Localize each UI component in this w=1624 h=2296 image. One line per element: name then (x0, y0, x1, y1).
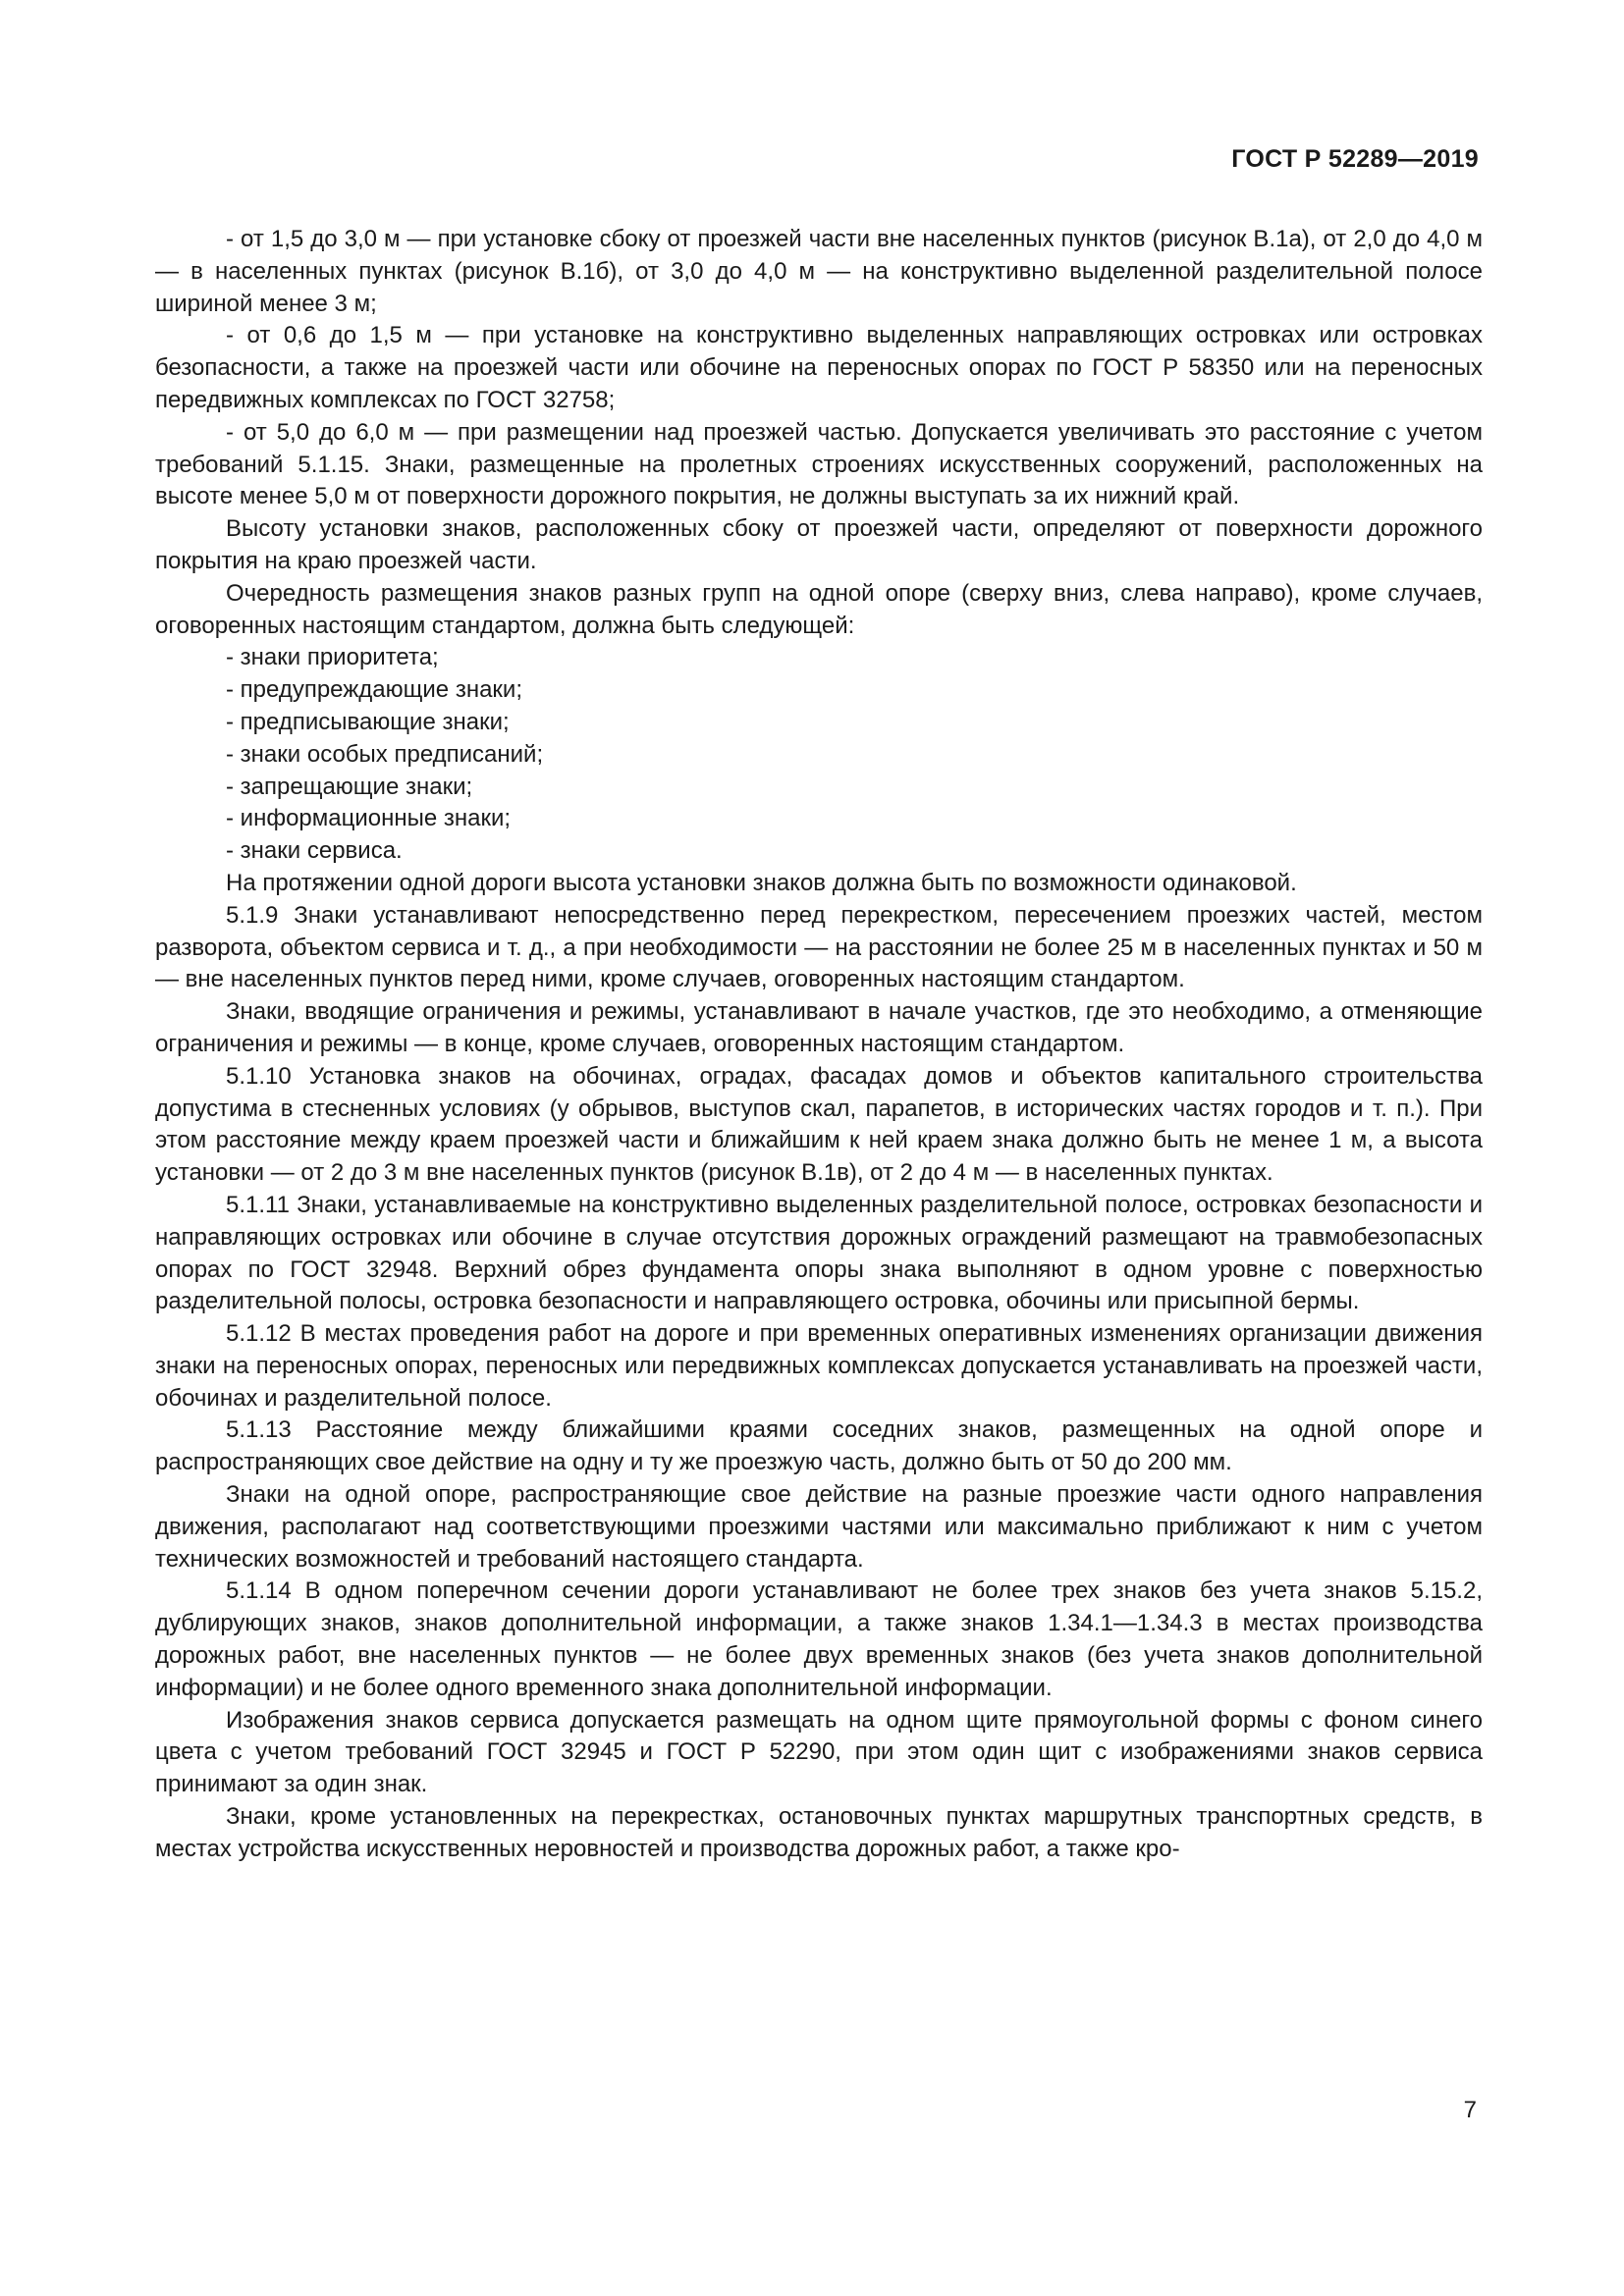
paragraph: Знаки, кроме установленных на перекрестках, остановочных пунктах маршрутных транспортных средств, в местах устройства искусственных неровностей и производства дорожных работ, а также кро- (155, 1803, 1483, 1862)
paragraph: Знаки, вводящие ограничения и режимы, устанавливают в начале участков, где это необходимо, а отменяющие ограничения и режимы — в конце, кроме случаев, оговоренных настоящим стандартом. (155, 998, 1483, 1057)
document-header: ГОСТ Р 52289—2019 (1231, 145, 1479, 173)
list-item: - знаки сервиса. (226, 837, 403, 865)
list-item: - предписывающие знаки; (226, 708, 510, 735)
list-item: - предупреждающие знаки; (226, 676, 523, 704)
paragraph: Очередность размещения знаков разных групп на одной опоре (сверху вниз, слева направо), кроме случаев, оговоренных настоящим стандартом, должна быть следующей: (155, 579, 1483, 639)
list-item: - знаки особых предписаний; (226, 740, 544, 768)
list-item: - запрещающие знаки; (226, 773, 473, 800)
paragraph: 5.1.14 В одном поперечном сечении дороги устанавливают не более трех знаков без учета знаков 5.15.2, дублирующих знаков, знаков дополнительной информации, а также знаков 1.34.1—1.34.3 в местах производства дорожных работ, вне населенных пунктов — не более двух временных знаков (без учета знаков дополнительной информации) и не более одного временного знака дополнительной информации. (155, 1577, 1483, 1701)
paragraph: 5.1.12 В местах проведения работ на дороге и при временных оперативных изменениях организации движения знаки на переносных опорах, переносных или передвижных комплексах допускается устанавливать на проезжей части, обочинах и разделительной полосе. (155, 1320, 1483, 1412)
paragraph: Знаки на одной опоре, распространяющие свое действие на разные проезжие части одного направления движения, располагают над соответствующими проезжими частями или максимально приближают к ним с учетом технических возможностей и требований настоящего стандарта. (155, 1481, 1483, 1573)
paragraph: 5.1.9 Знаки устанавливают непосредственно перед перекрестком, пересечением проезжих частей, местом разворота, объектом сервиса и т. д., а при необходимости — на расстоянии не более 25 м в населенных пунктах и 50 м — вне населенных пунктов перед ними, кроме случаев, оговоренных настоящим стандартом. (155, 901, 1483, 993)
list-item: - знаки приоритета; (226, 644, 439, 671)
paragraph: Изображения знаков сервиса допускается размещать на одном щите прямоугольной формы с фоном синего цвета с учетом требований ГОСТ 32945 и ГОСТ Р 52290, при этом один щит с изображениями знаков сервиса принимают за один знак. (155, 1706, 1483, 1798)
paragraph: Высоту установки знаков, расположенных сбоку от проезжей части, определяют от поверхности дорожного покрытия на краю проезжей части. (155, 515, 1483, 574)
paragraph: 5.1.13 Расстояние между ближайшими краями соседних знаков, размещенных на одной опоре и распространяющих свое действие на одну и ту же проезжую часть, должно быть от 50 до 200 мм. (155, 1416, 1483, 1476)
paragraph: - от 1,5 до 3,0 м — при установке сбоку от проезжей части вне населенных пунктов (рисунок В.1а), от 2,0 до 4,0 м — в населенных пунктах (рисунок В.1б), от 3,0 до 4,0 м — на конструктивно выделенной разделительной полосе шириной менее 3 м; (155, 226, 1483, 317)
paragraph: На протяжении одной дороги высота установки знаков должна быть по возможности одинаковой. (226, 869, 1297, 896)
list-item: - информационные знаки; (226, 805, 512, 832)
paragraph: - от 5,0 до 6,0 м — при размещении над проезжей частью. Допускается увеличивать это расстояние с учетом требований 5.1.15. Знаки, размещенные на пролетных строениях искусственных сооружений, расположенных на высоте менее 5,0 м от поверхности дорожного покрытия, не должны выступать за их нижний край. (155, 418, 1483, 510)
page-number: 7 (1463, 2097, 1477, 2123)
paragraph: 5.1.10 Установка знаков на обочинах, оградах, фасадах домов и объектов капитального строительства допустима в стесненных условиях (у обрывов, выступов скал, парапетов, в исторических частях городов и т. п.). При этом расстояние между краем проезжей части и ближайшим к ней краем знака должно быть не менее 1 м, а высота установки — от 2 до 3 м вне населенных пунктов (рисунок В.1в), от 2 до 4 м — в населенных пунктах. (155, 1062, 1483, 1187)
document-body (155, 224, 1483, 1866)
paragraph: 5.1.11 Знаки, устанавливаемые на конструктивно выделенных разделительной полосе, островках безопасности и направляющих островках или обочине в случае отсутствия дорожных ограждений размещают на травмобезопасных опорах по ГОСТ 32948. Верхний обрез фундамента опоры знака выполняют в одном уровне с поверхностью разделительной полосы, островка безопасности и направляющего островка, обочины или присыпной бермы. (155, 1191, 1483, 1315)
paragraph: - от 0,6 до 1,5 м — при установке на конструктивно выделенных направляющих островках или островках безопасности, а также на проезжей части или обочине на переносных опорах по ГОСТ Р 58350 или на переносных передвижных комплексах по ГОСТ 32758; (155, 322, 1483, 413)
